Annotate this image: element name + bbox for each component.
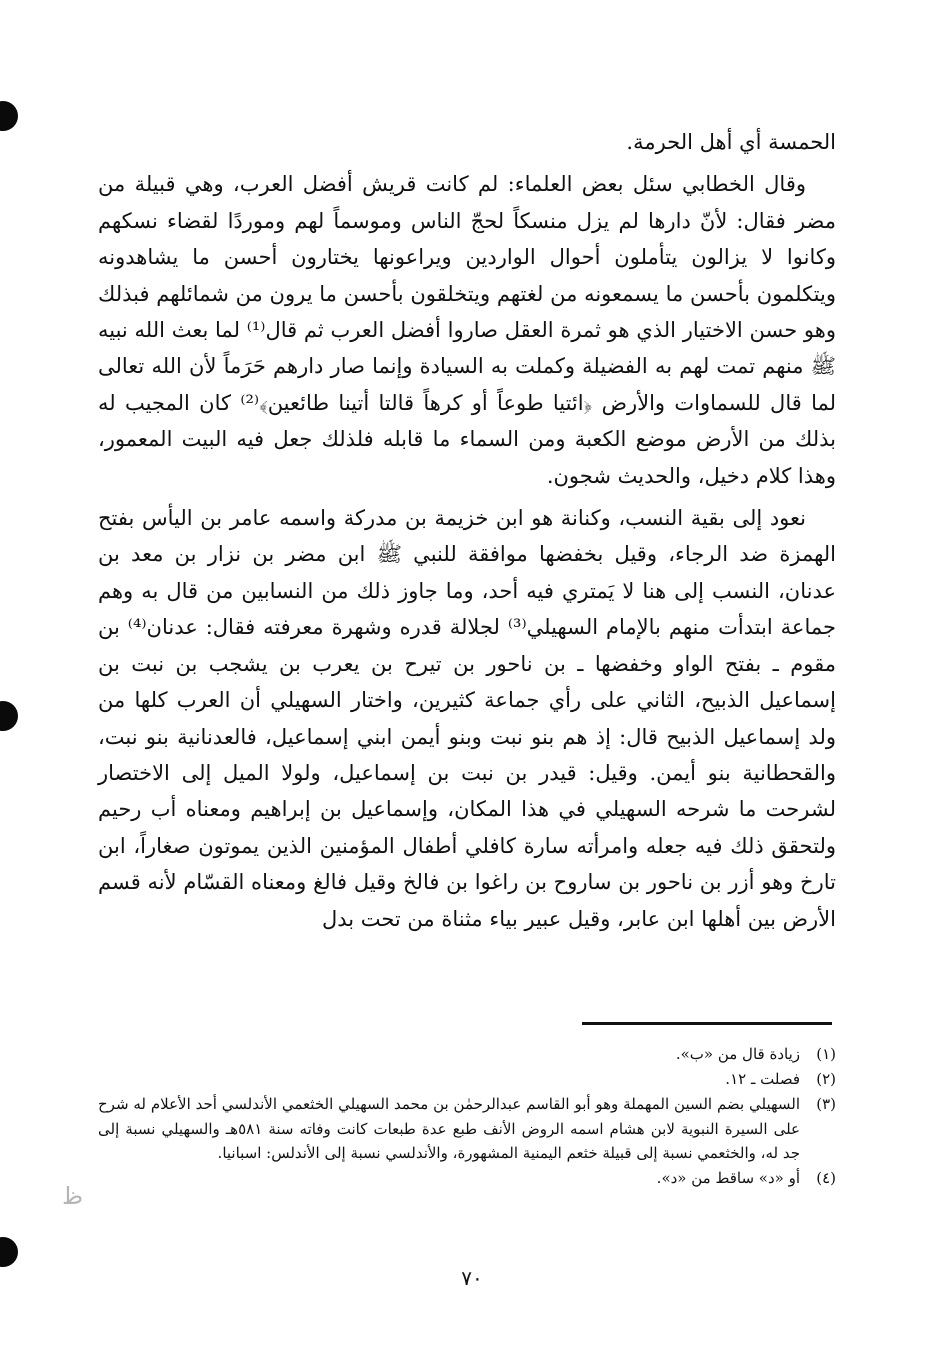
footnote-divider [582, 1022, 832, 1025]
footnote [98, 1067, 836, 1091]
paragraph: وقال الخطابي سئل بعض العلماء: لم كانت قريش أفضل العرب، وهي قبيلة من مضر فقال: لأنّ دارها لم يزل منسكاً لحجّ الناس وموسماً لهم وموردًا لقضاء نسكهم وكانوا لا يزالون يتأملون أحوال الواردين ويراعونها يختارون أحسن ما يشاهدونه ويتكلمون بأحسن ما يسمعونه من لغتهم ويتخلقون بأحسن ما يرون من شمائلهم فبذلك وهو حسن الاختيار الذي هو ثمرة العقل صاروا أفضل العرب ثم قال⁽¹⁾ لما بعث الله نبيه ﷺ منهم تمت لهم به الفضيلة وكملت به السيادة وإنما صار دارهم حَرَماً لأن الله تعالى لما قال للسماوات والأرض ﴿ائتيا طوعاً أو كرهاً قالتا أتينا طائعين﴾⁽²⁾ كان المجيب له بذلك من الأرض موضع الكعبة ومن السماء ما قابله فلذلك جعل فيه البيت المعمور، وهذا كلام دخيل، والحديث شجون. [98, 172, 837, 488]
footnote-text: زيادة قال من «ب». [675, 1045, 800, 1063]
footnote-number: (٣) [816, 1095, 836, 1114]
footnotes [98, 1042, 836, 1191]
footnote [98, 1166, 836, 1190]
margin-handwritten-mark: ﻇ [64, 1182, 84, 1210]
binding-hole [0, 701, 18, 731]
footnote-text: أو «د» ساقط من «د». [656, 1169, 800, 1188]
footnote [98, 1042, 836, 1066]
footnote-number: (١) [816, 1045, 836, 1063]
binding-hole [0, 1237, 18, 1267]
body-text [98, 124, 836, 937]
footnote-text: السهيلي بضم السين المهملة وهو أبو القاسم عبدالرحمٰن بن محمد السهيلي الخثعمي الأندلسي أحد الأعلام له شرح على السيرة النبوية لابن هشام اسمه الروض الأنف طبع عدة طبعات كانت وفاته سنة ٥٨١هـ والسهيلي نسبة إلى جد له، والخثعمي نسبة إلى قبيلة خثعم اليمنية المشهورة، والأندلسي نسبة إلى الأندلس: اسبانيا. [98, 1095, 801, 1162]
page-number: ٧٠ [461, 1266, 483, 1290]
binding-hole [0, 101, 18, 131]
footnote-number: (٤) [816, 1169, 836, 1188]
footnote [98, 1092, 836, 1165]
footnote-number: (٢) [816, 1070, 836, 1089]
paragraph: نعود إلى بقية النسب، وكنانة هو ابن خزيمة بن مدركة واسمه عامر بن اليأس بفتح الهمزة ضد الرجاء، وقيل بخفضها موافقة للنبي ﷺ ابن مضر بن نزار بن معد بن عدنان، النسب إلى هنا لا يَمتري فيه أحد، وما جاوز ذلك من النسابين من قال به وهم جماعة ابتدأت منهم بالإمام السهيلي⁽³⁾ لجلالة قدره وشهرة معرفته فقال: عدنان⁽⁴⁾ بن مقوم ـ بفتح الواو وخفضها ـ بن ناحور بن تيرح بن يعرب بن يشجب بن نبت بن إسماعيل الذبيح، الثاني على رأي جماعة كثيرين، واختار السهيلي أن العرب كلها من ولد إسماعيل الذبيح قال: إذ هم بنو نبت وبنو أيمن ابني إسماعيل، فالعدنانية بنو نبت، والقحطانية بنو أيمن. وقيل: قيدر بن نبت بن إسماعيل، ولولا الميل إلى الاختصار لشرحت ما شرحه السهيلي في هذا المكان، وإسماعيل بن إبراهيم ومعناه أب رحيم ولتحقق ذلك فيه جعله وامرأته سارة كافلي أطفال المؤمنين الذين يموتون صغاراً، ابن تارخ وهو أزر بن ناحور بن ساروح بن راغوا بن فالخ وقيل فالغ ومعناه القسّام لأنه قسم الأرض بين أهلها ابن عابر، وقيل عبير بياء مثناة من تحت بدل [98, 506, 837, 931]
paragraph: الحمسة أي أهل الحرمة. [626, 130, 836, 154]
footnote-text: فصلت ـ ١٢. [725, 1070, 800, 1089]
